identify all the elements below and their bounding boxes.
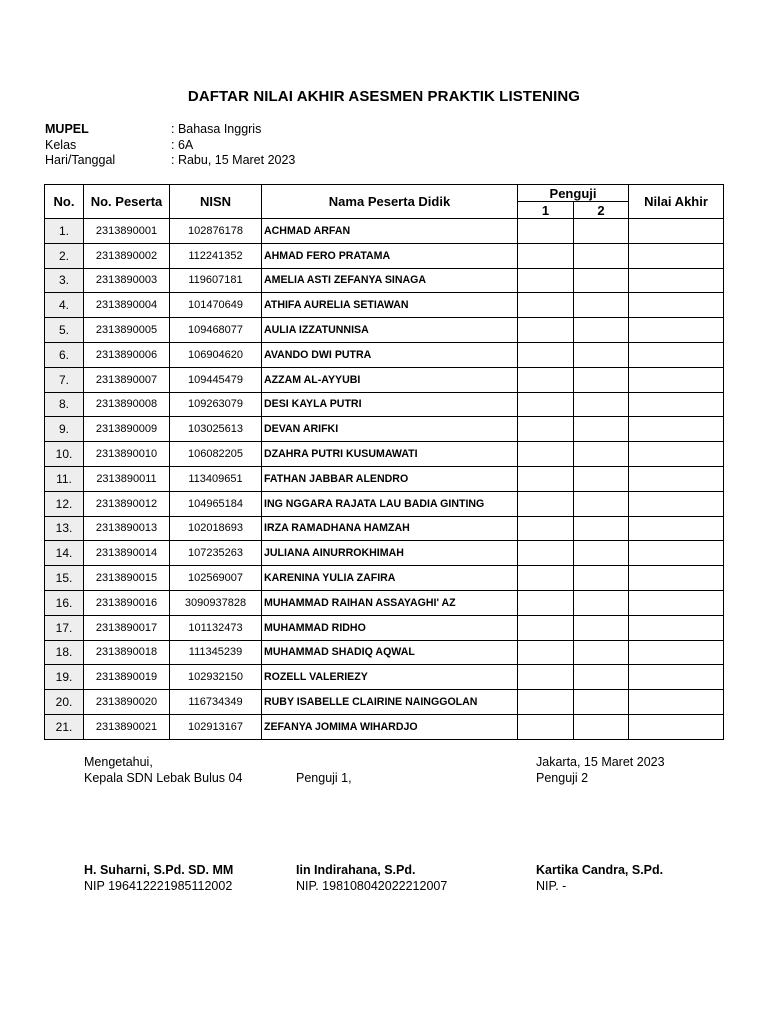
kepala-nip: NIP 196412221985112002	[84, 879, 233, 893]
cell-no: 7.	[45, 367, 84, 392]
cell-no-peserta: 2313890001	[84, 219, 170, 244]
cell-nilai-akhir	[629, 516, 724, 541]
table-row	[45, 318, 724, 343]
table-row	[45, 665, 724, 690]
header-penguji-2: 2	[574, 202, 629, 219]
cell-penguji-1	[518, 541, 574, 566]
cell-no: 15.	[45, 566, 84, 591]
cell-no: 6.	[45, 342, 84, 367]
header-penguji: Penguji	[518, 185, 629, 202]
cell-penguji-2	[574, 243, 629, 268]
table-row	[45, 640, 724, 665]
cell-no: 9.	[45, 417, 84, 442]
mupel-value: : Bahasa Inggris	[171, 122, 262, 136]
table-row	[45, 243, 724, 268]
hari-tanggal-value: : Rabu, 15 Maret 2023	[171, 153, 296, 167]
cell-nisn: 109445479	[170, 367, 262, 392]
cell-no-peserta: 2313890015	[84, 566, 170, 591]
signature-penguji-2-name-block	[536, 862, 663, 894]
cell-no-peserta: 2313890021	[84, 714, 170, 739]
cell-penguji-2	[574, 714, 629, 739]
cell-nama: DZAHRA PUTRI KUSUMAWATI	[262, 442, 518, 467]
table-row	[45, 417, 724, 442]
cell-nama: MUHAMMAD RAIHAN ASSAYAGHI' AZ	[262, 590, 518, 615]
cell-no: 3.	[45, 268, 84, 293]
cell-nisn: 112241352	[170, 243, 262, 268]
cell-penguji-1	[518, 516, 574, 541]
cell-penguji-1	[518, 318, 574, 343]
header-penguji-1: 1	[518, 202, 574, 219]
cell-penguji-2	[574, 615, 629, 640]
cell-penguji-2	[574, 640, 629, 665]
cell-penguji-2	[574, 566, 629, 591]
cell-nisn: 103025613	[170, 417, 262, 442]
cell-penguji-1	[518, 392, 574, 417]
cell-no: 16.	[45, 590, 84, 615]
cell-nilai-akhir	[629, 392, 724, 417]
cell-penguji-1	[518, 690, 574, 715]
cell-no: 2.	[45, 243, 84, 268]
cell-nisn: 3090937828	[170, 590, 262, 615]
cell-nisn: 107235263	[170, 541, 262, 566]
cell-nilai-akhir	[629, 615, 724, 640]
cell-penguji-1	[518, 293, 574, 318]
cell-penguji-1	[518, 466, 574, 491]
cell-nilai-akhir	[629, 640, 724, 665]
cell-no-peserta: 2313890002	[84, 243, 170, 268]
cell-nisn: 116734349	[170, 690, 262, 715]
kelas-label: Kelas	[45, 137, 77, 152]
cell-penguji-1	[518, 590, 574, 615]
cell-nama: ATHIFA AURELIA SETIAWAN	[262, 293, 518, 318]
table-row	[45, 491, 724, 516]
cell-nilai-akhir	[629, 342, 724, 367]
cell-penguji-1	[518, 714, 574, 739]
signature-kepala-name-block	[84, 862, 233, 894]
cell-penguji-2	[574, 442, 629, 467]
cell-nama: AHMAD FERO PRATAMA	[262, 243, 518, 268]
table-row	[45, 367, 724, 392]
cell-penguji-2	[574, 516, 629, 541]
cell-no-peserta: 2313890019	[84, 665, 170, 690]
cell-nilai-akhir	[629, 417, 724, 442]
cell-nama: RUBY ISABELLE CLAIRINE NAINGGOLAN	[262, 690, 518, 715]
cell-no: 5.	[45, 318, 84, 343]
cell-no: 13.	[45, 516, 84, 541]
table-row	[45, 466, 724, 491]
penguji1-name: Iin Indirahana, S.Pd.	[296, 863, 416, 877]
cell-no-peserta: 2313890010	[84, 442, 170, 467]
cell-nama: AULIA IZZATUNNISA	[262, 318, 518, 343]
kepala-title: Kepala SDN Lebak Bulus 04	[84, 771, 243, 785]
cell-nama: ING NGGARA RAJATA LAU BADIA GINTING	[262, 491, 518, 516]
cell-penguji-2	[574, 417, 629, 442]
cell-nisn: 109468077	[170, 318, 262, 343]
cell-nama: ACHMAD ARFAN	[262, 219, 518, 244]
cell-no: 12.	[45, 491, 84, 516]
cell-penguji-2	[574, 293, 629, 318]
cell-no: 8.	[45, 392, 84, 417]
cell-nama: DESI KAYLA PUTRI	[262, 392, 518, 417]
table-row	[45, 442, 724, 467]
cell-no: 20.	[45, 690, 84, 715]
cell-no: 21.	[45, 714, 84, 739]
cell-nama: AVANDO DWI PUTRA	[262, 342, 518, 367]
cell-nama: DEVAN ARIFKI	[262, 417, 518, 442]
cell-nilai-akhir	[629, 541, 724, 566]
cell-no: 17.	[45, 615, 84, 640]
cell-nisn: 111345239	[170, 640, 262, 665]
cell-penguji-2	[574, 318, 629, 343]
cell-penguji-1	[518, 615, 574, 640]
cell-nama: MUHAMMAD RIDHO	[262, 615, 518, 640]
meta-kelas	[45, 138, 445, 154]
cell-no-peserta: 2313890006	[84, 342, 170, 367]
cell-nama: FATHAN JABBAR ALENDRO	[262, 466, 518, 491]
cell-no-peserta: 2313890016	[84, 590, 170, 615]
cell-nisn: 119607181	[170, 268, 262, 293]
cell-nisn: 102913167	[170, 714, 262, 739]
cell-nilai-akhir	[629, 367, 724, 392]
cell-penguji-2	[574, 268, 629, 293]
document-title: DAFTAR NILAI AKHIR ASESMEN PRAKTIK LISTENING	[187, 88, 581, 105]
table-row	[45, 342, 724, 367]
cell-nama: AZZAM AL-AYYUBI	[262, 367, 518, 392]
cell-penguji-1	[518, 491, 574, 516]
cell-nama: MUHAMMAD SHADIQ AQWAL	[262, 640, 518, 665]
hari-tanggal-label: Hari/Tanggal	[45, 153, 116, 167]
mengetahui-text: Mengetahui,	[84, 755, 153, 769]
cell-nilai-akhir	[629, 318, 724, 343]
cell-no-peserta: 2313890017	[84, 615, 170, 640]
cell-nilai-akhir	[629, 590, 724, 615]
table-row	[45, 293, 724, 318]
table-row	[45, 590, 724, 615]
cell-penguji-1	[518, 442, 574, 467]
cell-penguji-1	[518, 342, 574, 367]
cell-nisn: 102876178	[170, 219, 262, 244]
cell-nisn: 113409651	[170, 466, 262, 491]
cell-nilai-akhir	[629, 466, 724, 491]
cell-no-peserta: 2313890013	[84, 516, 170, 541]
grades-table	[44, 184, 724, 740]
cell-penguji-1	[518, 243, 574, 268]
cell-penguji-1	[518, 566, 574, 591]
cell-no-peserta: 2313890018	[84, 640, 170, 665]
cell-nisn: 102569007	[170, 566, 262, 591]
cell-penguji-2	[574, 392, 629, 417]
cell-nilai-akhir	[629, 219, 724, 244]
cell-nisn: 101132473	[170, 615, 262, 640]
cell-no-peserta: 2313890004	[84, 293, 170, 318]
cell-no-peserta: 2313890014	[84, 541, 170, 566]
cell-nilai-akhir	[629, 566, 724, 591]
cell-nisn: 102932150	[170, 665, 262, 690]
cell-no-peserta: 2313890009	[84, 417, 170, 442]
cell-penguji-2	[574, 690, 629, 715]
cell-penguji-2	[574, 219, 629, 244]
cell-no-peserta: 2313890012	[84, 491, 170, 516]
cell-nilai-akhir	[629, 690, 724, 715]
cell-nama: ROZELL VALERIEZY	[262, 665, 518, 690]
cell-penguji-2	[574, 491, 629, 516]
penguji2-nip: NIP. -	[536, 879, 567, 893]
header-no: No.	[45, 185, 84, 219]
penguji1-title: Penguji 1,	[296, 771, 352, 785]
kelas-value: : 6A	[171, 137, 194, 152]
cell-penguji-1	[518, 417, 574, 442]
header-nilai-akhir: Nilai Akhir	[629, 185, 724, 219]
meta-hari-tanggal	[45, 153, 445, 169]
cell-no-peserta: 2313890011	[84, 466, 170, 491]
document-meta	[45, 122, 445, 169]
cell-penguji-2	[574, 342, 629, 367]
cell-penguji-1	[518, 665, 574, 690]
cell-nisn: 104965184	[170, 491, 262, 516]
table-body	[45, 219, 724, 740]
cell-no-peserta: 2313890007	[84, 367, 170, 392]
cell-nisn: 109263079	[170, 392, 262, 417]
cell-nilai-akhir	[629, 268, 724, 293]
kepala-name: H. Suharni, S.Pd. SD. MM	[84, 863, 234, 877]
cell-penguji-1	[518, 268, 574, 293]
cell-no: 4.	[45, 293, 84, 318]
cell-no-peserta: 2313890008	[84, 392, 170, 417]
table-row	[45, 392, 724, 417]
cell-nilai-akhir	[629, 243, 724, 268]
penguji2-title: Penguji 2	[536, 771, 589, 785]
cell-penguji-1	[518, 367, 574, 392]
cell-nilai-akhir	[629, 714, 724, 739]
table-header-row	[45, 185, 724, 202]
cell-penguji-2	[574, 466, 629, 491]
cell-penguji-1	[518, 640, 574, 665]
cell-no-peserta: 2313890005	[84, 318, 170, 343]
cell-nilai-akhir	[629, 293, 724, 318]
cell-penguji-2	[574, 665, 629, 690]
mupel-label: MUPEL	[45, 122, 89, 136]
cell-no-peserta: 2313890003	[84, 268, 170, 293]
signature-penguji-2	[536, 754, 665, 786]
table-row	[45, 566, 724, 591]
cell-no: 10.	[45, 442, 84, 467]
cell-penguji-2	[574, 367, 629, 392]
table-row	[45, 268, 724, 293]
penguji1-nip: NIP. 198108042022212007	[296, 879, 448, 893]
cell-nama: KARENINA YULIA ZAFIRA	[262, 566, 518, 591]
cell-nama: IRZA RAMADHANA HAMZAH	[262, 516, 518, 541]
signature-kepala	[84, 754, 242, 786]
table-row	[45, 615, 724, 640]
cell-nilai-akhir	[629, 491, 724, 516]
table-row	[45, 219, 724, 244]
cell-nisn: 102018693	[170, 516, 262, 541]
cell-nisn: 106082205	[170, 442, 262, 467]
penguji2-name: Kartika Candra, S.Pd.	[536, 863, 664, 877]
cell-no: 18.	[45, 640, 84, 665]
cell-no: 14.	[45, 541, 84, 566]
table-row	[45, 516, 724, 541]
cell-nama: JULIANA AINURROKHIMAH	[262, 541, 518, 566]
header-no-peserta: No. Peserta	[84, 185, 170, 219]
signature-penguji-1-name-block	[296, 862, 447, 894]
cell-nama: AMELIA ASTI ZEFANYA SINAGA	[262, 268, 518, 293]
cell-nilai-akhir	[629, 442, 724, 467]
table-row	[45, 690, 724, 715]
cell-nisn: 106904620	[170, 342, 262, 367]
cell-penguji-1	[518, 219, 574, 244]
cell-nama: ZEFANYA JOMIMA WIHARDJO	[262, 714, 518, 739]
header-nisn: NISN	[170, 185, 262, 219]
cell-no: 1.	[45, 219, 84, 244]
signature-penguji-1	[296, 770, 352, 786]
cell-penguji-2	[574, 541, 629, 566]
header-nama: Nama Peserta Didik	[262, 185, 518, 219]
cell-penguji-2	[574, 590, 629, 615]
cell-nilai-akhir	[629, 665, 724, 690]
cell-nisn: 101470649	[170, 293, 262, 318]
cell-no: 11.	[45, 466, 84, 491]
cell-no: 19.	[45, 665, 84, 690]
place-date: Jakarta, 15 Maret 2023	[536, 755, 665, 769]
cell-no-peserta: 2313890020	[84, 690, 170, 715]
meta-mupel	[45, 122, 445, 138]
table-row	[45, 714, 724, 739]
table-row	[45, 541, 724, 566]
